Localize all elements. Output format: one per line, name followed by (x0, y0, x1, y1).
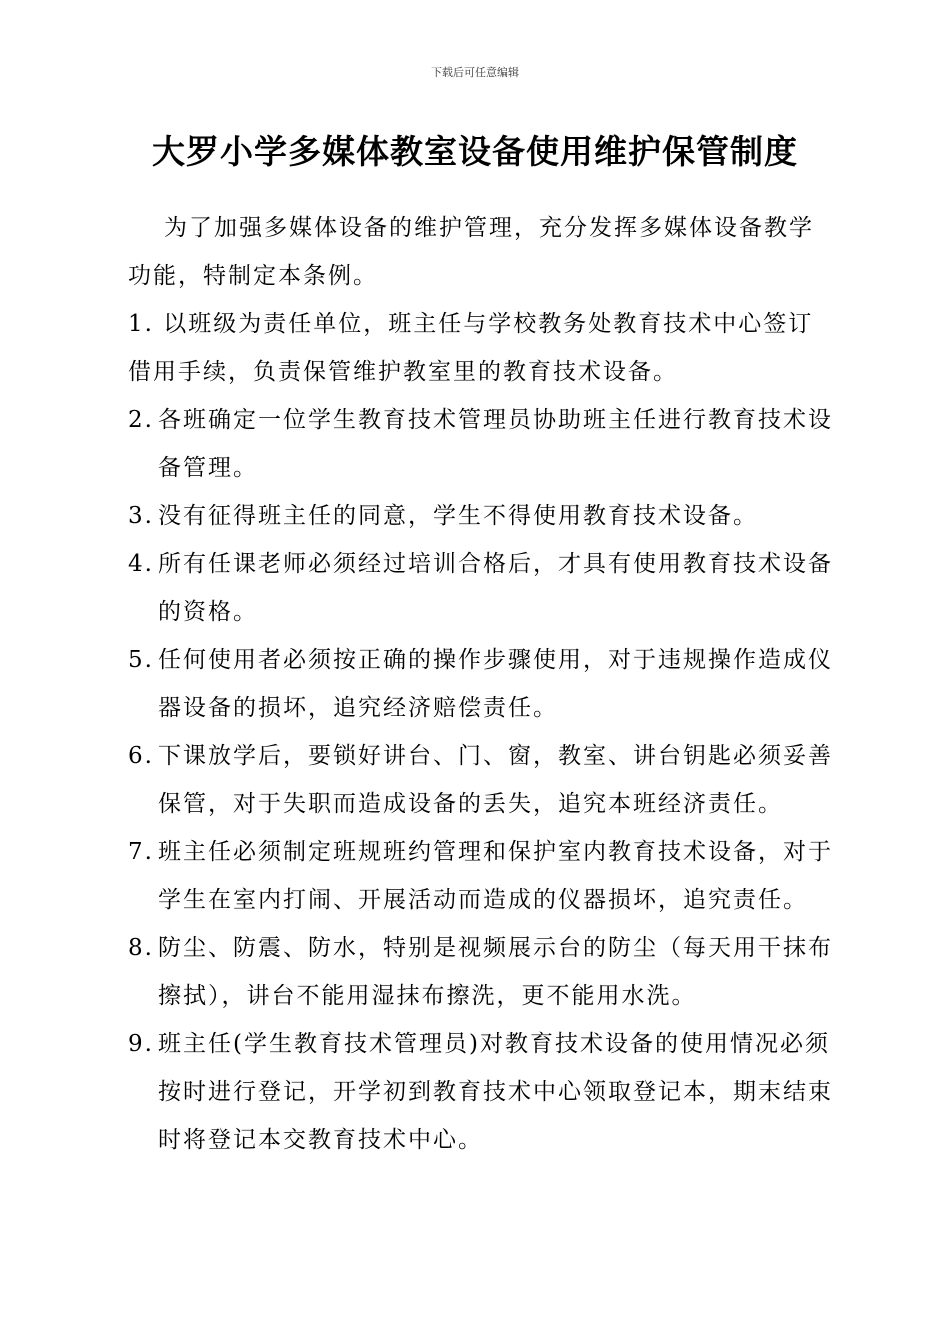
intro-paragraph: 为了加强多媒体设备的维护管理，充分发挥多媒体设备教学功能，特制定本条例。 (128, 215, 814, 289)
rule-text: 防尘、防震、防水，特别是视频展示台的防尘（每天用干抹布擦拭），讲台不能用湿抹布擦洗，更不能用水洗。 (158, 935, 833, 1009)
rule-number: 8. (128, 935, 154, 961)
rule-text: 所有任课老师必须经过培训合格后，才具有使用教育技术设备的资格。 (158, 551, 833, 625)
rule-item-5 (128, 636, 838, 732)
rule-item-8 (128, 924, 838, 1020)
rule-text: 任何使用者必须按正确的操作步骤使用，对于违规操作造成仪器设备的损坏，追究经济赔偿责任。 (158, 647, 833, 721)
rule-number: 3. (128, 503, 154, 529)
rule-item-3 (128, 492, 838, 540)
document-body (128, 204, 838, 1164)
rule-text: 班主任必须制定班规班约管理和保护室内教育技术设备，对于学生在室内打闹、开展活动而造成的仪器损坏，追究责任。 (158, 839, 833, 913)
rule-number: 1. (128, 311, 154, 337)
rule-number: 6. (128, 743, 154, 769)
rule-item-7 (128, 828, 838, 924)
rule-number: 9. (128, 1031, 154, 1057)
rule-item-4 (128, 540, 838, 636)
rule-text: 没有征得班主任的同意，学生不得使用教育技术设备。 (158, 503, 758, 529)
document-title: 大罗小学多媒体教室设备使用维护保管制度 (152, 132, 798, 171)
rule-text: 以班级为责任单位，班主任与学校教务处教育技术中心签订借用手续，负责保管维护教室里的教育技术设备。 (128, 311, 814, 385)
rule-text: 班主任(学生教育技术管理员)对教育技术设备的使用情况必须按时进行登记，开学初到教育技术中心领取登记本，期末结束时将登记本交教育技术中心。 (158, 1031, 833, 1153)
rule-item-2 (128, 396, 838, 492)
rule-item-9 (128, 1020, 838, 1164)
rule-item-6 (128, 732, 838, 828)
header-note: 下载后可任意编辑 (431, 66, 519, 79)
rule-text: 下课放学后，要锁好讲台、门、窗，教室、讲台钥匙必须妥善保管，对于失职而造成设备的丢失，追究本班经济责任。 (158, 743, 833, 817)
rule-number: 7. (128, 839, 154, 865)
rule-item-1 (128, 300, 838, 396)
rule-number: 4. (128, 551, 154, 577)
rule-number: 2. (128, 407, 154, 433)
rule-number: 5. (128, 647, 154, 673)
rule-text: 各班确定一位学生教育技术管理员协助班主任进行教育技术设备管理。 (158, 407, 833, 481)
